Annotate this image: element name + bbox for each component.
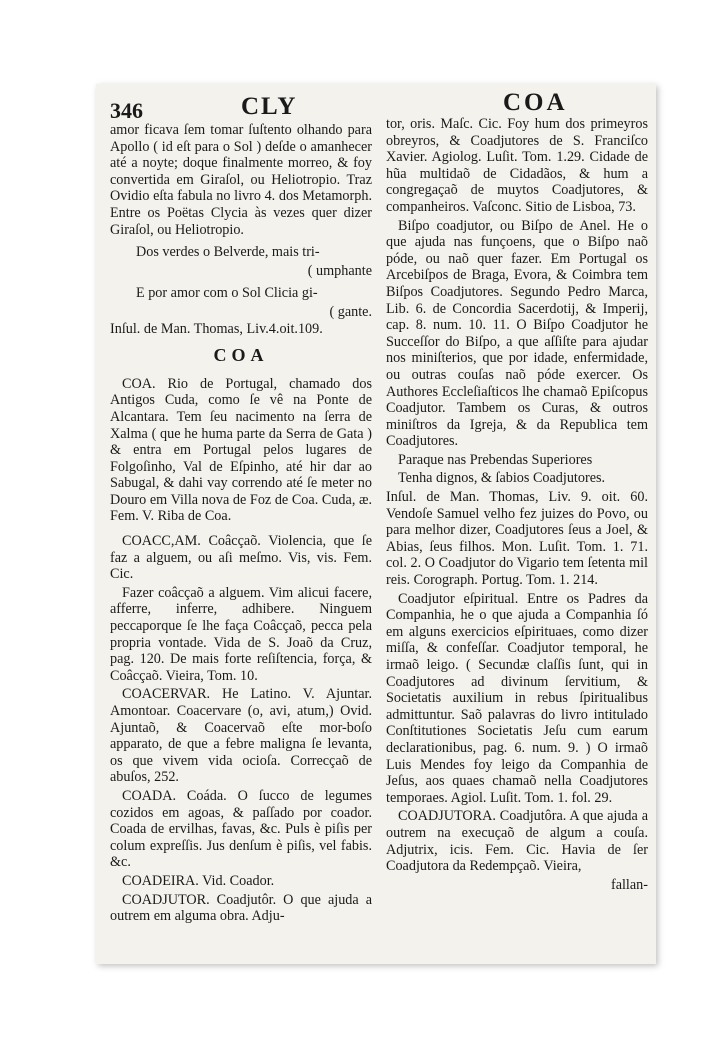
book-page: [96, 84, 656, 964]
entry-citations: Inſul. de Man. Thomas, Liv. 9. oit. 60. Vendoſe Samuel velho fez juizes do Povo, ou para melhor dizer, Coadjutores ſeus a Joel, & Abias, ſeus filhos. Mon. Luſit. Tom. 1. 71. col. 2. O Coadjutor do Vigario tem ſetenta mil reis. Corograph. Portug. Tom. 1. 214.: [386, 489, 648, 589]
verse-citation: Inſul. de Man. Thomas, Liv.4.oit.109.: [110, 320, 323, 337]
entry-coadjutor: COADJUTOR. Coadjutôr. O que ajuda a outrem em alguma obra. Adju-: [110, 891, 372, 925]
entry-bispo-coadjutor: Biſpo coadjutor, ou Biſpo de Anel. He o que ajuda nas funçoens, que o Biſpo naõ póde, ou naõ quer fazer. Em Portugal os Arcebiſpos de Braga, Evora, & Coimbra tem Biſpos Coadjutores. Segundo Pedro Marca, Lib. 6. de Concordia Sacerdotij, & Imperij, cap. 8. num. 10. 11. O Biſpo Coadjutor he Succeſſor do Biſpo, a que aſſiſte para ajudar nos miniſterios, que por idade, enfermidade, ou outras couſas naõ póde exercer. Os Authores Eccleſiaſticos lhe chamaõ Epiſcopus Coadjutor. Tambem os Curas, & outros miniſtros da Igreja, & da Republica tem Coadjutores.: [386, 217, 648, 450]
entry-coadjutora: COADJUTORA. Coadjutôra. A que ajuda a outrem na execuçaõ de algum a couſa. Adjutrix, icis. Fem. Cic. Havia de ſer Coadjutora da Redempçaõ. Vieira,: [386, 808, 648, 875]
entry-coadjutor-continued: tor, oris. Maſc. Cic. Foy hum dos primeyros obreyros, & Coadjutores de S. Franciſco Xavier. Agiolog. Luſit. Tom. 1.29. Cidade de hũa multidaõ de Cidadãos, & hum a congregaçaõ de muytos Coadjutores, & companheiros. Vaſconc. Sitio de Lisboa, 73.: [386, 116, 648, 215]
entry-coa: COA. Rio de Portugal, chamado dos Antigos Cuda, como ſe vê na Ponte de Alcantara. Tem ſeu nacimento na ſerra de Xalma ( que he huma parte da Serra de Gata ) & entra em Portugal pelos lugares de Folgoſinho, Val de Eſpinho, até hir dar ao Sabugal, & dahi vay correndo até ſe meter no Douro em Villa nova de Foz de Coa. Cuda, æ. Fem. V. Riba de Coa.: [110, 375, 372, 525]
verse-line-4: Tenha dignos, & ſabios Coadjutores.: [398, 470, 606, 487]
left-column: [110, 122, 372, 927]
verse-line-1-continued: ( umphante: [307, 262, 372, 279]
entry-clycia-continued: amor ficava ſem tomar ſuſtento olhando para Apollo ( id eſt para o Sol ) deſde o amanhecer até a noyte; doque finalmente morreo, & foy convertida em Giraſol, ou Heliotropio. Traz Ovidio eſta fabula no livro 4. dos Metamorph. Entre os Poëtas Clycia às vezes quer dizer Giraſol, ou Heliotropio.: [110, 122, 372, 238]
verse-line-2: E por amor com o Sol Clicia gi-: [136, 285, 318, 302]
verse-line-3: Paraque nas Prebendas Superiores: [398, 451, 593, 468]
verse-line-2-continued: ( gante.: [329, 303, 372, 320]
catchword: fallan-: [610, 876, 648, 893]
section-title: COA: [213, 345, 269, 366]
entry-coaccam: COACC,AM. Coâcçaõ. Violencia, que ſe faz a alguem, ou aſi meſmo. Vis, vis. Fem. Cic.: [110, 533, 372, 583]
page-number: 346: [110, 98, 143, 123]
running-head-right: COA: [503, 89, 568, 116]
entry-fazer-coaccao: Fazer coâcçaõ a alguem. Vim alicui facere, afferre, inferre, adhibere. Ninguem peccaporque ſe lhe faça Coâcçaõ, pecca pela propria vontade. Vida de S. Joaõ da Cruz, pag. 120. De mais forte reſiſtencia, força, & Coâcçaõ. Vieira, Tom. 10.: [110, 584, 372, 684]
entry-coacervar: COACERVAR. He Latino. V. Ajuntar. Amontoar. Coacervare (o, avi, atum,) Ovid. Ajuntaõ, & Coacervaõ eſte mor-boſo apparato, de que a febre maligna ſe levanta, os que vivem vida ocioſa. Correcçaõ de abuſos, 252.: [110, 686, 372, 786]
right-column: [386, 116, 648, 893]
entry-coadjutor-espiritual: Coadjutor eſpiritual. Entre os Padres da Companhia, he o que ajuda a Companhia ſó em alguns exercicios eſpirituaes, como dizer miſſa, & confeſſar. Coadjutor temporal, he irmaõ leigo. ( Secundæ claſſis ſunt, qui in Coadjutores ad divinum ſervitium, & Societatis auxilium in rebus ſpiritualibus admittuntur. Saõ palavras do livro intitulado Conſtitutiones Societatis Jeſu cum earum declarationibus, pag. 6. num. 9. ) O irmaõ Luis Mendes foy leigo da Companhia de Jeſus, aos quaes chamaõ nella Coadjutores temporaes. Agiol. Luſit. Tom. 1. fol. 29.: [386, 590, 648, 806]
running-head-left: CLY: [241, 93, 298, 120]
entry-coada: COADA. Coáda. O ſucco de legumes cozidos em agoas, & paſſado por coador. Coada de ervilhas, favas, &c. Puls è piſis per colum expreſſis. Jus denſum è piſis, vel fabis. &c.: [110, 787, 372, 871]
entry-coadeira: COADEIRA. Vid. Coador.: [122, 872, 275, 889]
verse-line-1: Dos verdes o Belverde, mais tri-: [136, 244, 320, 261]
